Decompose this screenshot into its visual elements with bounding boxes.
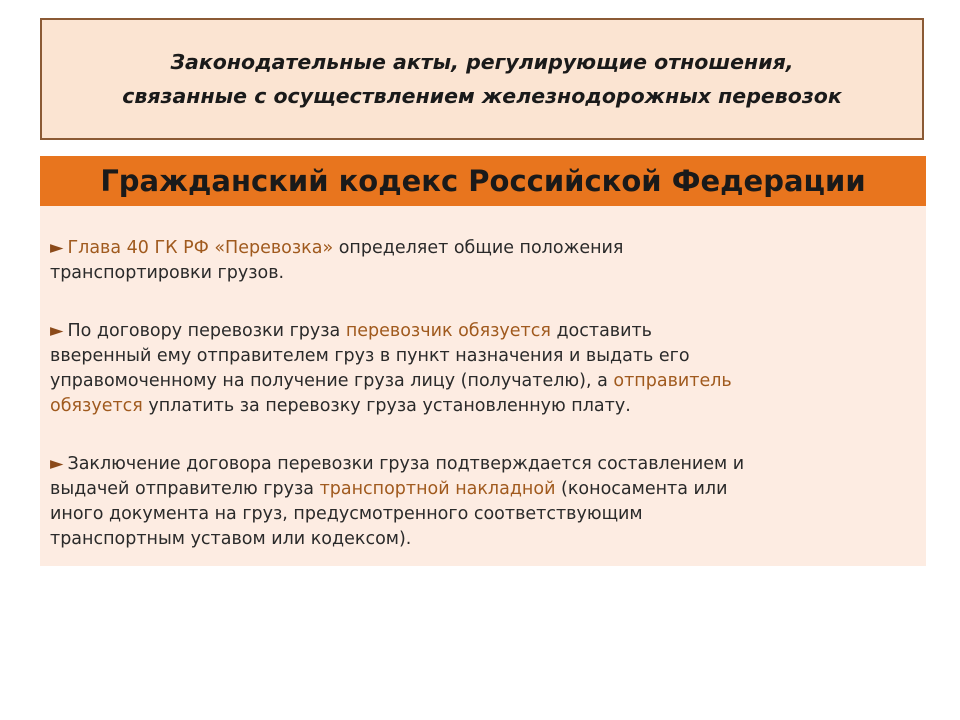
bullet-arrow-icon: ► (50, 454, 64, 474)
text-fragment: выдачей отправителю груза (50, 479, 320, 499)
text-fragment: транспортным уставом или кодексом). (50, 529, 412, 549)
text-fragment: Заключение договора перевозки груза подтверждается составлением и (67, 454, 745, 474)
highlight-chapter-40: Глава 40 ГК РФ «Перевозка» (67, 238, 334, 258)
section-header-band (40, 156, 926, 206)
paragraph-waybill (50, 452, 916, 552)
text-fragment: иного документа на груз, предусмотренного соответствующим (50, 504, 643, 524)
text-fragment: (коносамента или (555, 479, 728, 499)
text-fragment: доставить (550, 321, 652, 341)
slide-title-line-2: связанные с осуществлением железнодорожных перевозок (122, 84, 842, 108)
highlight-waybill: транспортной накладной (319, 479, 556, 499)
text-fragment: определяет общие положения (333, 238, 624, 258)
bullet-arrow-icon: ► (50, 321, 64, 341)
highlight-carrier-obliged: перевозчик обязуется (345, 321, 551, 341)
highlight-obliged: обязуется (50, 396, 143, 416)
content-panel (40, 206, 926, 566)
bullet-arrow-icon: ► (50, 238, 64, 258)
section-header-title: Гражданский кодекс Российской Федерации (100, 164, 866, 198)
paragraph-chapter-40 (50, 236, 916, 286)
slide-title-line-1: Законодательные акты, регулирующие отношения, (170, 50, 794, 74)
highlight-sender: отправитель (613, 371, 732, 391)
slide-title-box (40, 18, 924, 140)
paragraph-carriage-contract (50, 319, 916, 419)
text-fragment: вверенный ему отправителем груз в пункт назначения и выдать его (50, 346, 690, 366)
text-fragment: уплатить за перевозку груза установленную плату. (142, 396, 631, 416)
text-fragment: транспортировки грузов. (50, 263, 285, 283)
text-fragment: управомоченному на получение груза лицу (получателю), а (50, 371, 614, 391)
text-fragment: По договору перевозки груза (67, 321, 346, 341)
